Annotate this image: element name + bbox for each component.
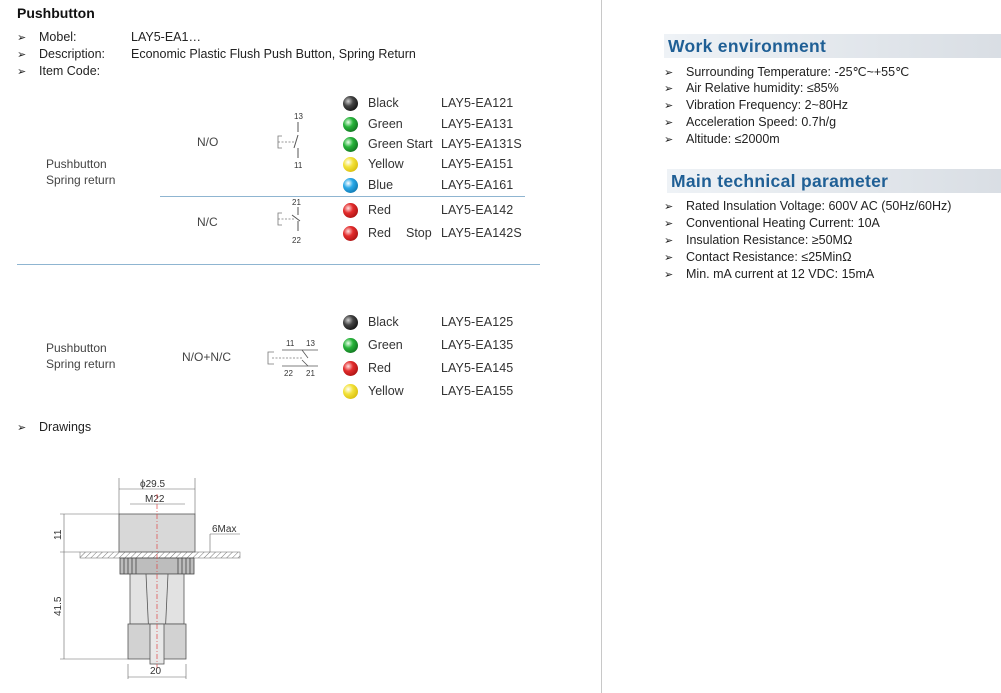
yellow-indicator-icon [343, 384, 358, 399]
bullet-icon: ➢ [664, 117, 674, 129]
description-line [17, 47, 105, 61]
bullet-icon: ➢ [664, 235, 674, 247]
group2-name-line1: Pushbutton [46, 341, 107, 355]
param-item: Contact Resistance: ≤25MinΩ [686, 250, 852, 264]
black-indicator-icon [343, 315, 358, 330]
list-item [664, 199, 951, 216]
color-name: Red [368, 361, 391, 375]
green-indicator-icon [343, 137, 358, 152]
item-code: LAY5-EA131 [441, 117, 514, 131]
item-code: LAY5-EA142S [441, 226, 522, 240]
nc-contact-symbol [270, 197, 310, 247]
dim-w20: 20 [150, 666, 162, 677]
work-item: Surrounding Temperature: -25℃~+55℃ [686, 65, 910, 79]
list-item [664, 267, 951, 284]
column-divider [601, 0, 602, 693]
blue-indicator-icon [343, 178, 358, 193]
work-item: Vibration Frequency: 2~80Hz [686, 98, 849, 112]
param-item: Conventional Heating Current: 10A [686, 216, 880, 230]
item-code: LAY5-EA151 [441, 157, 514, 171]
list-item [664, 81, 909, 98]
param-item: Min. mA current at 12 VDC: 15mA [686, 267, 875, 281]
color-name: Blue [368, 178, 394, 192]
bullet-icon: ➢ [664, 218, 674, 230]
color-name: Red [368, 203, 391, 217]
color-name: Green [368, 338, 403, 352]
color-extra: Stop [406, 226, 432, 240]
color-name: Yellow [368, 384, 404, 398]
bullet-icon: ➢ [664, 201, 674, 213]
bullet-icon: ➢ [17, 49, 27, 61]
work-environment-title: Work environment [664, 34, 1001, 58]
main-parameter-title: Main technical parameter [667, 169, 1001, 193]
model-line [17, 30, 77, 44]
list-item [664, 250, 951, 267]
description-value: Economic Plastic Flush Push Button, Spring Return [131, 47, 416, 61]
list-item [664, 115, 909, 132]
item-code-label: Item Code: [39, 64, 101, 78]
bullet-icon: ➢ [17, 422, 27, 434]
list-item [664, 64, 909, 81]
item-code: LAY5-EA135 [441, 338, 514, 352]
term-13: 13 [306, 339, 315, 348]
bullet-icon: ➢ [664, 269, 674, 281]
dim-max: 6Max [212, 524, 237, 535]
red-indicator-icon [343, 203, 358, 218]
dim-h11: 11 [53, 529, 64, 540]
term-11: 11 [286, 339, 295, 348]
work-item: Air Relative humidity: ≤85% [686, 81, 839, 95]
item-code: LAY5-EA131S [441, 137, 522, 151]
nonc-label: N/O+N/C [182, 350, 232, 364]
page-title: Pushbutton [17, 5, 95, 21]
item-code: LAY5-EA161 [441, 178, 514, 192]
green-indicator-icon [343, 338, 358, 353]
yellow-indicator-icon [343, 157, 358, 172]
bullet-icon: ➢ [664, 83, 674, 95]
no-term-bottom: 11 [294, 161, 303, 170]
dim-h41: 41.5 [53, 596, 64, 616]
bullet-icon: ➢ [17, 32, 27, 44]
green-indicator-icon [343, 117, 358, 132]
bullet-icon: ➢ [664, 100, 674, 112]
term-21: 21 [306, 369, 315, 378]
list-item [664, 132, 909, 149]
dim-diameter: ϕ29.5 [140, 479, 166, 490]
list-item [664, 233, 951, 250]
color-name: Black [368, 315, 399, 329]
main-parameter-list [664, 199, 951, 284]
color-name: Red [368, 226, 391, 240]
color-name: Yellow [368, 157, 404, 171]
bullet-icon: ➢ [664, 252, 674, 264]
red-indicator-icon [343, 361, 358, 376]
drawings-line [17, 420, 91, 434]
item-code: LAY5-EA142 [441, 203, 514, 217]
list-item [664, 98, 909, 115]
drawings-label: Drawings [39, 420, 92, 434]
item-code: LAY5-EA155 [441, 384, 514, 398]
list-item [664, 216, 951, 233]
color-name: Green [368, 117, 403, 131]
model-label: Mobel: [39, 30, 77, 44]
no-contact-symbol [270, 110, 310, 175]
work-environment-list [664, 64, 909, 149]
color-name: Black [368, 96, 399, 110]
group-separator [17, 264, 540, 265]
no-term-top: 13 [294, 112, 303, 121]
bullet-icon: ➢ [664, 67, 674, 79]
work-item: Altitude: ≤2000m [686, 132, 780, 146]
nc-term-bottom: 22 [292, 236, 301, 245]
bullet-icon: ➢ [17, 66, 27, 78]
dim-thread: M22 [145, 494, 165, 505]
red-indicator-icon [343, 226, 358, 241]
work-item: Acceleration Speed: 0.7h/g [686, 115, 837, 129]
model-value: LAY5-EA1… [131, 30, 201, 44]
bullet-icon: ➢ [664, 134, 674, 146]
description-label: Description: [39, 47, 105, 61]
nc-term-top: 21 [292, 198, 301, 207]
group2-name-line2: Spring return [46, 357, 116, 371]
item-code: LAY5-EA121 [441, 96, 514, 110]
black-indicator-icon [343, 96, 358, 111]
item-code-line [17, 64, 100, 78]
nonc-contact-symbol [262, 336, 324, 380]
pushbutton-drawing [50, 474, 250, 684]
color-name: Green Start [368, 137, 433, 151]
param-item: Insulation Resistance: ≥50MΩ [686, 233, 853, 247]
item-code: LAY5-EA145 [441, 361, 514, 375]
nc-label: N/C [197, 215, 218, 229]
item-code: LAY5-EA125 [441, 315, 514, 329]
param-item: Rated Insulation Voltage: 600V AC (50Hz/60Hz) [686, 199, 952, 213]
no-label: N/O [197, 135, 219, 149]
term-22: 22 [284, 369, 293, 378]
group1-name-line2: Spring return [46, 173, 116, 187]
group1-inner-separator [160, 196, 525, 197]
group1-name-line1: Pushbutton [46, 157, 107, 171]
